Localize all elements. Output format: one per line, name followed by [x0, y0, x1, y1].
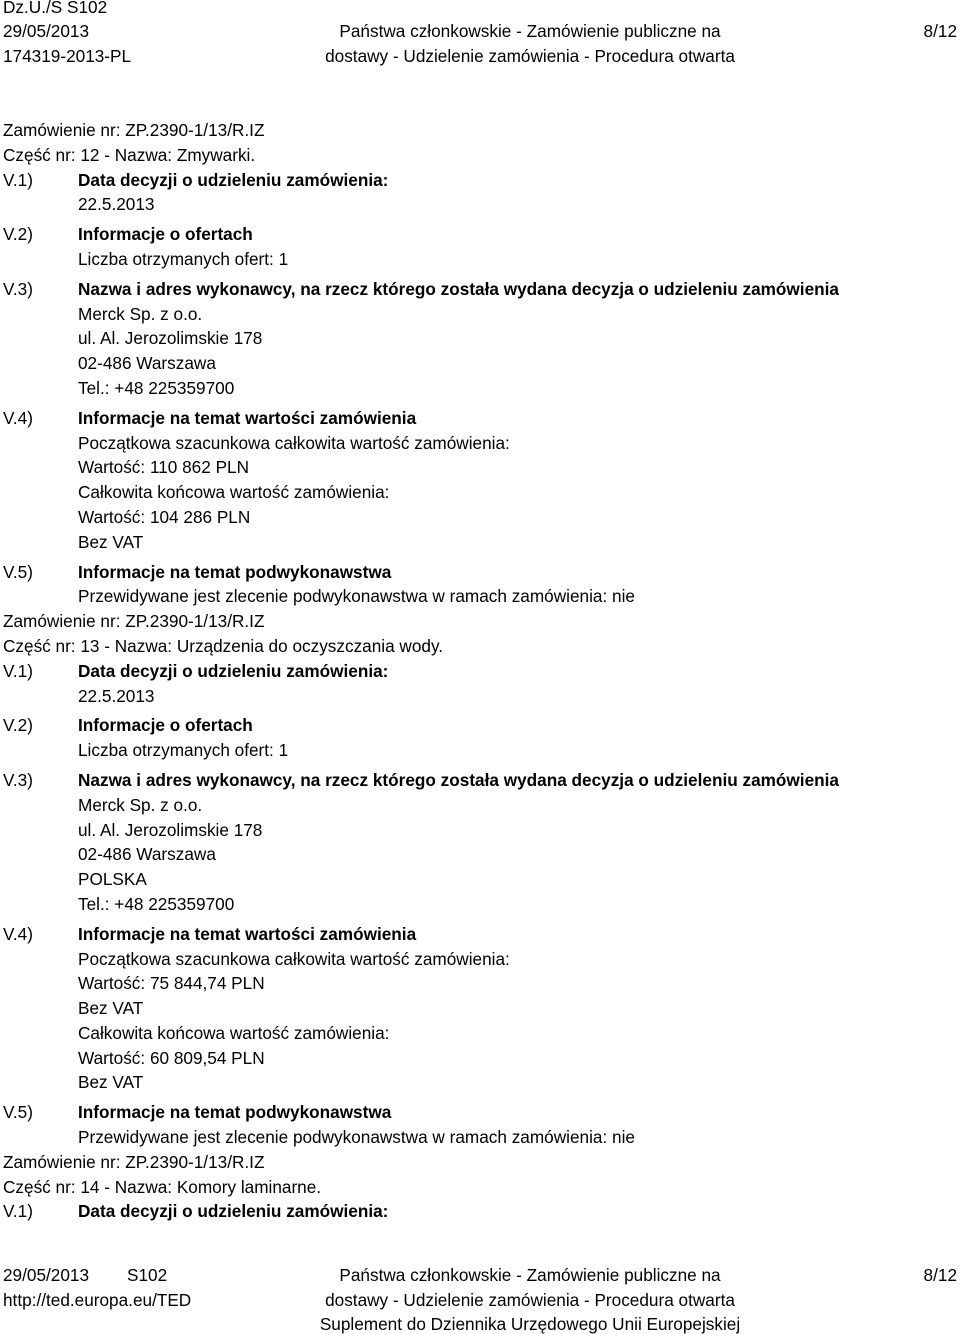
document-body	[0, 118, 960, 1224]
section-number: V.4)	[3, 407, 33, 428]
section-heading: Informacje o ofertach	[78, 224, 253, 245]
section-heading: Informacje na temat wartości zamówienia	[78, 923, 417, 944]
contractor-line: ul. Al. Jerozolimskie 178	[78, 819, 263, 840]
section-number: V.4)	[3, 923, 33, 944]
part-name: Część nr: 12 - Nazwa: Zmywarki.	[3, 144, 256, 165]
contractor-line: Tel.: +48 225359700	[78, 377, 235, 398]
section-number: V.3)	[3, 278, 33, 299]
award-date: 22.5.2013	[78, 685, 155, 706]
header-page-number: 8/12	[923, 21, 957, 41]
contractor-line: Merck Sp. z o.o.	[78, 303, 203, 324]
value-line: Całkowita końcowa wartość zamówienia:	[78, 1022, 390, 1043]
section-number: V.1)	[3, 1201, 33, 1222]
header-title-line2: dostawy - Udzielenie zamówienia - Procedura otwarta	[325, 46, 735, 66]
value-line: Początkowa szacunkowa całkowita wartość zamówienia:	[78, 432, 510, 453]
subcontracting-info: Przewidywane jest zlecenie podwykonawstwa w ramach zamówienia: nie	[78, 586, 635, 607]
section-number: V.1)	[3, 169, 33, 190]
footer-date: 29/05/2013	[3, 1265, 90, 1285]
value-line: Wartość: 75 844,74 PLN	[78, 973, 265, 994]
order-number: Zamówienie nr: ZP.2390-1/13/R.IZ	[3, 611, 265, 632]
section-number: V.5)	[3, 1102, 33, 1123]
section-heading: Data decyzji o udzieleniu zamówienia:	[78, 660, 389, 681]
section-heading: Nazwa i adres wykonawcy, na rzecz którego została wydana decyzja o udzieleniu zamówienia	[78, 278, 839, 299]
header-date: 29/05/2013	[3, 21, 90, 41]
document-id: 174319-2013-PL	[3, 46, 132, 66]
footer-title-line1: Państwa członkowskie - Zamówienie publiczne na	[339, 1265, 721, 1285]
offers-count: Liczba otrzymanych ofert: 1	[78, 248, 289, 269]
footer-series: S102	[127, 1265, 168, 1285]
contractor-line: Merck Sp. z o.o.	[78, 794, 203, 815]
value-line: Wartość: 110 862 PLN	[78, 457, 250, 478]
section-heading: Informacje na temat podwykonawstwa	[78, 1102, 392, 1123]
section-heading: Nazwa i adres wykonawcy, na rzecz którego została wydana decyzja o udzieleniu zamówienia	[78, 769, 839, 790]
value-line: Bez VAT	[78, 998, 144, 1019]
value-line: Całkowita końcowa wartość zamówienia:	[78, 482, 390, 503]
part-name: Część nr: 14 - Nazwa: Komory laminarne.	[3, 1176, 322, 1197]
footer-title-line2: dostawy - Udzielenie zamówienia - Procedura otwarta	[325, 1290, 735, 1310]
part-section	[0, 609, 960, 1150]
value-line: Wartość: 60 809,54 PLN	[78, 1047, 265, 1068]
journal-ref: Dz.U./S S102	[3, 0, 108, 17]
section-number: V.5)	[3, 561, 33, 582]
value-line: Bez VAT	[78, 531, 144, 552]
section-heading: Data decyzji o udzieleniu zamówienia:	[78, 169, 389, 190]
contractor-line: ul. Al. Jerozolimskie 178	[78, 328, 263, 349]
part-name: Część nr: 13 - Nazwa: Urządzenia do oczyszczania wody.	[3, 635, 444, 656]
contractor-line: Tel.: +48 225359700	[78, 893, 235, 914]
part-section	[0, 1150, 960, 1224]
order-number: Zamówienie nr: ZP.2390-1/13/R.IZ	[3, 1151, 265, 1172]
order-number: Zamówienie nr: ZP.2390-1/13/R.IZ	[3, 120, 265, 140]
contractor-line: 02-486 Warszawa	[78, 353, 216, 374]
value-line: Bez VAT	[78, 1072, 144, 1093]
contractor-line: POLSKA	[78, 869, 147, 890]
section-heading: Informacje na temat wartości zamówienia	[78, 407, 417, 428]
part-section	[0, 118, 960, 609]
footer-page-number: 8/12	[923, 1265, 957, 1285]
section-heading: Informacje o ofertach	[78, 715, 253, 736]
contractor-line: 02-486 Warszawa	[78, 844, 216, 865]
section-heading: Data decyzji o udzieleniu zamówienia:	[78, 1201, 389, 1222]
section-number: V.3)	[3, 769, 33, 790]
page-footer	[0, 1262, 960, 1334]
section-number: V.1)	[3, 660, 33, 681]
page-header	[0, 0, 960, 70]
section-number: V.2)	[3, 224, 33, 245]
award-date: 22.5.2013	[78, 194, 155, 215]
offers-count: Liczba otrzymanych ofert: 1	[78, 740, 289, 761]
ted-link[interactable]: http://ted.europa.eu/TED	[3, 1290, 192, 1310]
subcontracting-info: Przewidywane jest zlecenie podwykonawstwa w ramach zamówienia: nie	[78, 1127, 635, 1148]
footer-title-line3: Suplement do Dziennika Urzędowego Unii Europejskiej	[319, 1314, 741, 1334]
value-line: Wartość: 104 286 PLN	[78, 506, 251, 527]
header-title-line1: Państwa członkowskie - Zamówienie publiczne na	[339, 21, 721, 41]
section-number: V.2)	[3, 715, 33, 736]
value-line: Początkowa szacunkowa całkowita wartość zamówienia:	[78, 948, 510, 969]
section-heading: Informacje na temat podwykonawstwa	[78, 561, 392, 582]
